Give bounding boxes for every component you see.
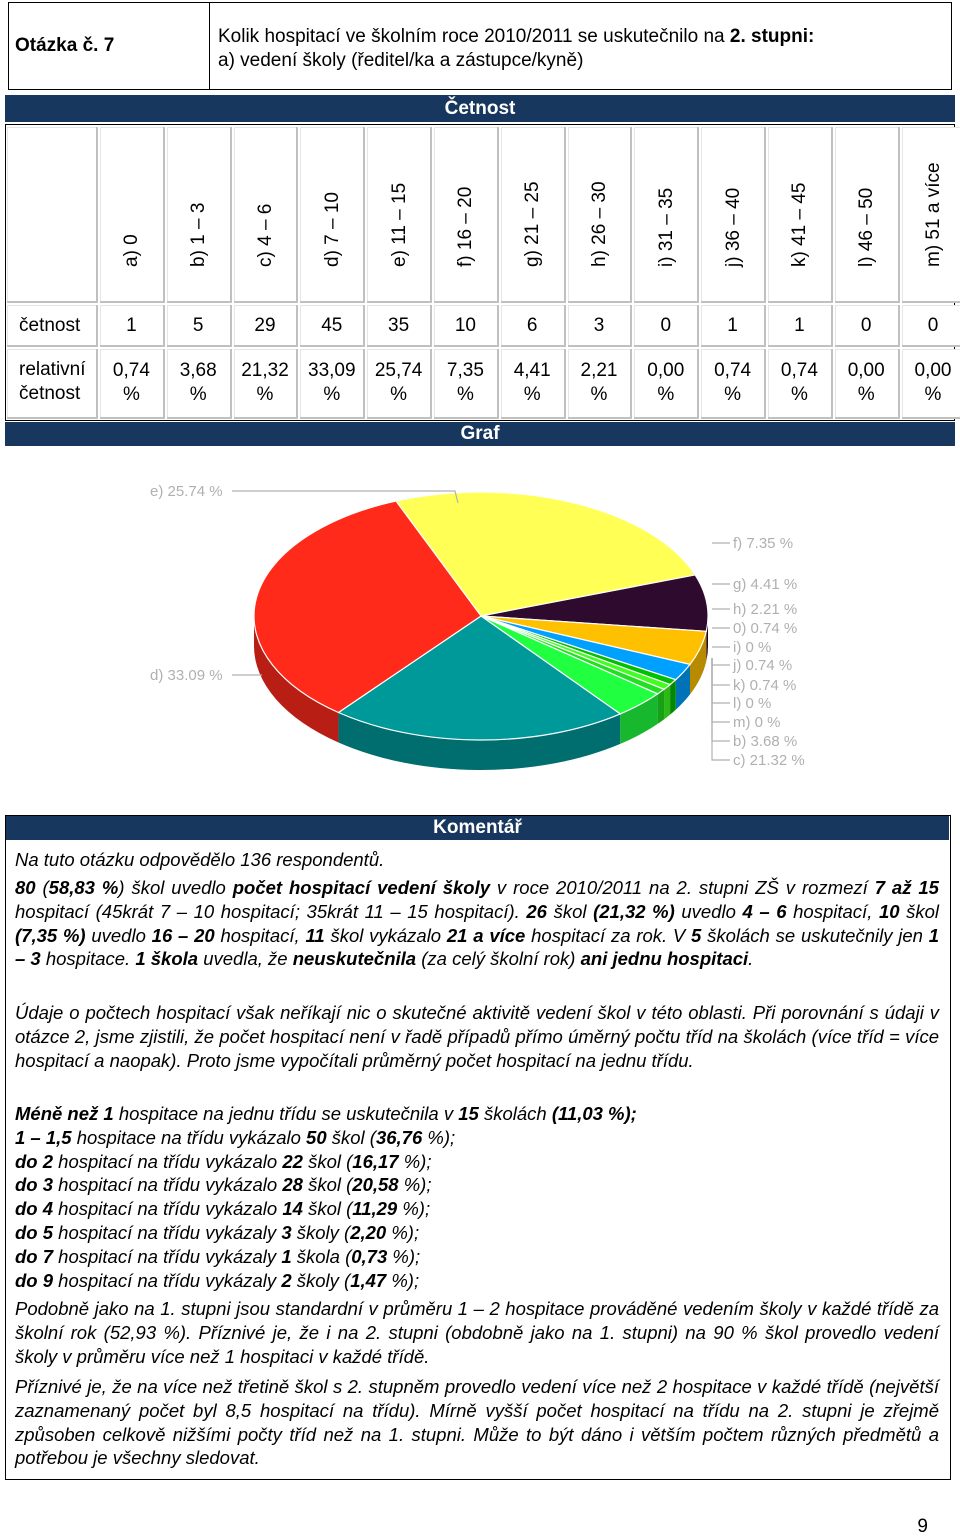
frequency-cell: [234, 305, 299, 347]
column-header: [234, 127, 299, 303]
column-header: [701, 127, 766, 303]
frequency-cell: [902, 305, 960, 347]
pie-slice-label: c) 21.32 %: [733, 752, 805, 769]
list-item: do 4 hospitací na třídu vykázalo 14 škol (11,29 %);: [15, 1198, 431, 1220]
list-item: Méně než 1 hospitace na jednu třídu se uskutečnila v 15 školách (11,03 %);: [15, 1103, 637, 1124]
column-header-label: f) 16 – 20: [455, 186, 477, 267]
list-item: 1 – 1,5 hospitace na třídu vykázalo 50 škol (36,76 %);: [15, 1126, 456, 1148]
frequency-value: 1: [126, 315, 137, 336]
relative-frequency-value: 0,74: [714, 360, 752, 381]
column-header: [434, 127, 499, 303]
relative-frequency-unit: %: [790, 384, 808, 405]
column-header: [568, 127, 633, 303]
comment-paragraph-4: Příznivé je, že na více než třetině škol s 2. stupněm provedlo vedení více než 2 hospitace v každé třídě (největší zaznamenaný počet byl 8,5 hospitací na třídu). Mírně vyšší počet hospitací na třídu na 2. stupni je zřejmě způsoben celkově nižšími počty tříd než na 1. stupni. Může to být dáno i větším počtem různých předmětů a potřebou je všechny sledovat.: [15, 1376, 939, 1469]
frequency-cell: [568, 305, 633, 347]
frequency-value: 29: [254, 315, 276, 336]
row-label-frequency-text: četnost: [19, 315, 81, 336]
pie-leader-line: [712, 658, 730, 685]
pie-slice-side: [664, 685, 670, 720]
graph-header: Graf: [5, 422, 955, 446]
column-header-label: d) 7 – 10: [321, 192, 343, 267]
comment-respondents: Na tuto otázku odpovědělo 136 respondentů.: [15, 849, 385, 870]
relative-frequency-cell: [634, 349, 699, 419]
frequency-value: 6: [526, 315, 538, 336]
relative-frequency-unit: %: [857, 384, 875, 405]
relative-frequency-cell: [167, 349, 232, 419]
pie-slice-label: m) 0 %: [733, 714, 781, 731]
relative-frequency-unit: %: [924, 384, 942, 405]
frequency-value: 35: [388, 315, 410, 336]
pie-slice-side: [658, 689, 664, 724]
column-header: [902, 127, 960, 303]
pie-slice-label: g) 4.41 %: [733, 576, 798, 593]
pie-slice-label: b) 3.68 %: [733, 733, 798, 750]
row-label-frequency: [7, 305, 98, 347]
column-header-label: j) 36 – 40: [722, 187, 744, 267]
pie-slice-label: i) 0 %: [733, 639, 772, 656]
relative-frequency-cell: [701, 349, 766, 419]
header-corner-cell: [7, 127, 98, 303]
relative-frequency-cell: [434, 349, 499, 419]
pie-slice-label: d) 33.09 %: [150, 667, 223, 684]
comment-header: Komentář: [6, 816, 949, 840]
column-header: [100, 127, 165, 303]
frequency-cell: [768, 305, 833, 347]
relative-frequency-unit: %: [590, 384, 608, 405]
pie-leader-line: [712, 658, 730, 722]
relative-frequency-cell: [300, 349, 365, 419]
column-header: [167, 127, 232, 303]
frequency-header: Četnost: [5, 95, 955, 122]
frequency-value: 45: [321, 315, 343, 336]
list-item: do 3 hospitací na třídu vykázalo 28 škol (20,58 %);: [15, 1174, 432, 1196]
column-header-label: k) 41 – 45: [789, 182, 811, 267]
relative-frequency-value: 0,00: [847, 360, 885, 381]
column-header-label: b) 1 – 3: [188, 202, 210, 267]
comment-box: [5, 815, 951, 1480]
relative-frequency-cell: [100, 349, 165, 419]
relative-frequency-value: 4,41: [513, 360, 551, 381]
column-header-label: a) 0: [121, 234, 143, 267]
relative-frequency-value: 21,32: [241, 360, 289, 381]
relative-frequency-unit: %: [724, 384, 742, 405]
relative-frequency-value: 0,00: [914, 360, 952, 381]
pie-leader-line: [712, 658, 730, 760]
pie-slice-label: h) 2.21 %: [733, 601, 798, 618]
relative-frequency-value: 3,68: [179, 360, 217, 381]
frequency-cell: [434, 305, 499, 347]
frequency-cell: [701, 305, 766, 347]
list-item: do 2 hospitací na třídu vykázalo 22 škol (16,17 %);: [15, 1150, 432, 1172]
pie-leader-line: [712, 658, 730, 741]
relative-frequency-unit: %: [256, 384, 274, 405]
pie-slice-label: j) 0.74 %: [733, 657, 793, 674]
question-text: [210, 2, 952, 90]
column-header: [768, 127, 833, 303]
pie-slice-label: k) 0.74 %: [733, 677, 797, 694]
frequency-value: 3: [593, 315, 605, 336]
column-header: [835, 127, 900, 303]
relative-frequency-cell: [234, 349, 299, 419]
column-header-label: m) 51 a více: [922, 162, 944, 267]
column-header-label: g) 21 – 25: [522, 181, 544, 267]
question-line2: a) vedení školy (ředitel/ka a zástupce/kyně): [218, 50, 584, 71]
question-line1: Kolik hospitací ve školním roce 2010/2011 se uskutečnilo na: [218, 26, 730, 47]
relative-frequency-value: 0,74: [780, 360, 818, 381]
relative-frequency-unit: %: [523, 384, 541, 405]
frequency-cell: [835, 305, 900, 347]
relative-frequency-cell: [367, 349, 432, 419]
comment-paragraph-2: Údaje o počtech hospitací však neříkají nic o skutečné aktivitě vedení škol v této oblasti. Při porovnání s údaji v otázce 2, jsme zjistili, že počet hospitací není v řadě případů přímo úměrný počtu tříd na školách (více tříd = více hospitací a naopak). Proto jsme vypočítali průměrný počet hospitací na jednu třídu.: [15, 1002, 939, 1071]
pie-leader-line: [712, 658, 730, 665]
relative-frequency-cell: [501, 349, 566, 419]
row-label-relative-text: četnost: [19, 383, 81, 404]
relative-frequency-unit: %: [456, 384, 474, 405]
relative-frequency-value: 0,00: [647, 360, 685, 381]
column-header-label: e) 11 – 15: [388, 182, 410, 267]
pie-slice-side: [670, 680, 676, 715]
comment-paragraph-3: Podobně jako na 1. stupni jsou standardní v průměru 1 – 2 hospitace prováděné vedením školy v každé třídě za školní rok (52,93 %). Příznivé je, že i na 2. stupni (obdobně jako na 1. stupni) na 90 % škol provedlo vedení školy v průměru více než 1 hospitaci v každé třídě.: [15, 1298, 939, 1367]
pie-slice-label: f) 7.35 %: [733, 535, 794, 552]
row-label-relative: [7, 349, 98, 419]
column-header: [501, 127, 566, 303]
comment-paragraph-1: 80 (58,83 %) škol uvedlo počet hospitací vedení školy v roce 2010/2011 na 2. stupni ZŠ v rozmezí 7 až 15 hospitací (45krát 7 – 10 hospitací; 35krát 11 – 15 hospitací). 26 škol (21,32 %) uvedlo 4 – 6 hospitací, 10 škol (7,35 %) uvedlo 16 – 20 hospitací, 11 škol vykázalo 21 a více hospitací za rok. V 5 školách se uskutečnily jen 1 – 3 hospitace. 1 škola uvedla, že neuskutečnila (za celý školní rok) ani jednu hospitaci.: [15, 877, 940, 970]
question-number: Otázka č. 7: [8, 2, 210, 90]
relative-frequency-cell: [568, 349, 633, 419]
frequency-value: 1: [727, 315, 738, 336]
relative-frequency-cell: [835, 349, 900, 419]
column-header-label: l) 46 – 50: [856, 187, 878, 267]
relative-frequency-unit: %: [323, 384, 341, 405]
row-label-relative-text: relativní: [19, 359, 86, 380]
relative-frequency-value: 33,09: [308, 360, 356, 381]
relative-frequency-unit: %: [189, 384, 207, 405]
relative-frequency-cell: [902, 349, 960, 419]
frequency-cell: [100, 305, 165, 347]
relative-frequency-unit: %: [390, 384, 408, 405]
page-number: 9: [917, 1516, 928, 1537]
relative-frequency-value: 0,74: [112, 360, 150, 381]
column-header: [634, 127, 699, 303]
frequency-cell: [501, 305, 566, 347]
frequency-value: 0: [860, 315, 872, 336]
pie-slice-label: l) 0 %: [733, 695, 772, 712]
frequency-value: 0: [927, 315, 939, 336]
relative-frequency-value: 2,21: [580, 360, 618, 381]
frequency-cell: [167, 305, 232, 347]
list-item: do 7 hospitací na třídu vykázaly 1 škola (0,73 %);: [15, 1245, 421, 1267]
frequency-value: 0: [660, 315, 672, 336]
frequency-value: 1: [794, 315, 805, 336]
frequency-table: [5, 124, 955, 421]
relative-frequency-value: 25,74: [374, 360, 423, 381]
column-header: [367, 127, 432, 303]
column-header-label: h) 26 – 30: [588, 181, 610, 267]
list-item: do 5 hospitací na třídu vykázaly 3 školy (2,20 %);: [15, 1221, 420, 1243]
frequency-cell: [634, 305, 699, 347]
list-item: do 9 hospitací na třídu vykázaly 2 školy (1,47 %);: [15, 1269, 420, 1291]
relative-frequency-unit: %: [122, 384, 140, 405]
frequency-cell: [367, 305, 432, 347]
frequency-value: 10: [454, 315, 476, 336]
comment-list: [15, 1102, 939, 1292]
column-header-label: i) 31 – 35: [655, 187, 677, 267]
relative-frequency-cell: [768, 349, 833, 419]
relative-frequency-value: 7,35: [446, 360, 484, 381]
pie-chart: [0, 448, 960, 808]
column-header-label: c) 4 – 6: [254, 203, 276, 267]
frequency-cell: [300, 305, 365, 347]
column-header: [300, 127, 365, 303]
pie-slice-label: 0) 0.74 %: [733, 620, 798, 637]
relative-frequency-unit: %: [657, 384, 675, 405]
question-line1-bold: 2. stupni:: [729, 26, 815, 47]
pie-slice-label: e) 25.74 %: [150, 483, 223, 500]
frequency-value: 5: [192, 315, 204, 336]
